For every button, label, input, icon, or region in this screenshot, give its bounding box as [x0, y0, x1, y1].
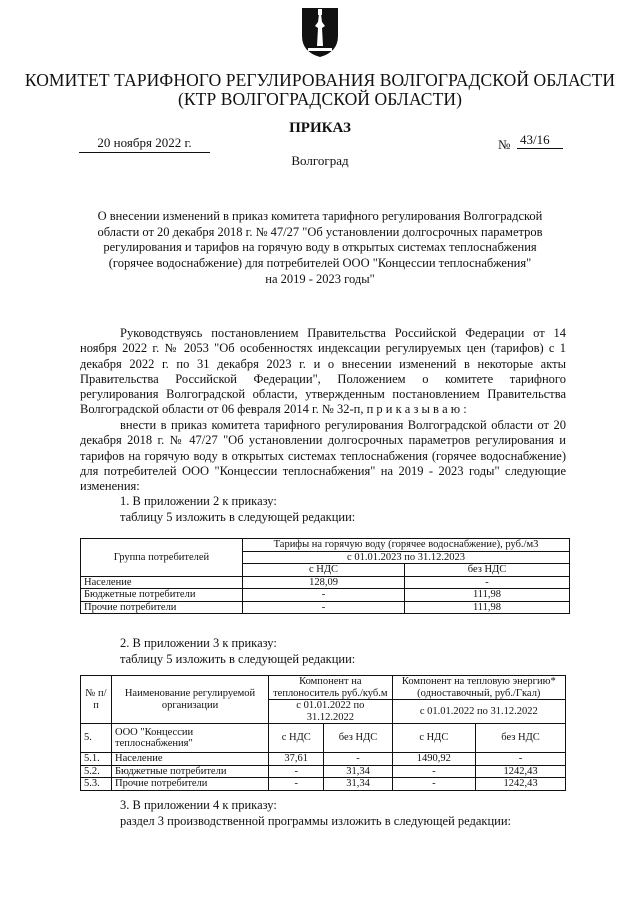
subject-line: (горячее водоснабжение) для потребителей ООО "Концессии теплоснабжения" [108, 256, 532, 271]
table-row [81, 778, 566, 791]
subject-line: регулирования и тарифов на горячую воду в открытых системах теплоснабжения [103, 240, 537, 255]
t2-row-d: - [476, 753, 566, 766]
t1-row-name: Бюджетные потребители [81, 589, 243, 602]
t2-header-comp2: Компонент на тепловую энергию* (одноставочный, руб./Гкал) [392, 676, 565, 700]
body-paragraph-2: внести в приказ комитета тарифного регулирования Волгоградской области от 20 декабря 2018 г. № 47/27 "Об установлении долгосрочных параметров регулирования и тарифов на горячую воду в открытых системах теплоснабжения (горячее водоснабжение) для потребителей ООО "Концессии теплоснабжения" на 2019 - 2023 годы" следующие изменения: [80, 418, 566, 494]
order-word: п р и к а з ы в а ю : [366, 402, 467, 417]
table-row [81, 601, 570, 614]
t2-row-num: 5.3. [81, 778, 112, 791]
t2-row-num: 5.2. [81, 765, 112, 778]
item-1: 1. В приложении 2 к приказу: [120, 494, 277, 508]
t1-row-novat: 111,98 [405, 601, 570, 614]
doc-type: ПРИКАЗ [289, 120, 351, 136]
org-name: КОМИТЕТ ТАРИФНОГО РЕГУЛИРОВАНИЯ ВОЛГОГРАДСКОЙ ОБЛАСТИ [24, 70, 616, 90]
t2-row-c: - [392, 778, 475, 791]
table-row [81, 765, 566, 778]
t2-row-b: 31,34 [324, 778, 392, 791]
doc-date: 20 ноября 2022 г. [79, 135, 210, 153]
doc-subject [80, 209, 560, 288]
t1-row-novat: 111,98 [405, 589, 570, 602]
t2-row-num: 5.1. [81, 753, 112, 766]
item-1-sub: таблицу 5 изложить в следующей редакции: [120, 510, 356, 524]
t2-row-name: ООО "Концессии теплоснабжения" [112, 724, 269, 753]
subject-line: О внесении изменений в приказ комитета тарифного регулирования Волгоградской [97, 209, 543, 223]
t2-header-num: № п/п [81, 676, 112, 724]
t2-row-b: без НДС [324, 724, 392, 753]
t2-row-num: 5. [81, 724, 112, 753]
item-2-sub: таблицу 5 изложить в следующей редакции: [120, 652, 356, 666]
table-row [81, 589, 570, 602]
t2-row-c: 1490,92 [392, 753, 475, 766]
t2-row-a: - [269, 765, 324, 778]
t1-header-tariff: Тарифы на горячую воду (горячее водоснабжение), руб./м3 [243, 539, 570, 552]
t2-period-1: с 01.01.2022 по 31.12.2022 [269, 700, 393, 724]
t1-header-vat: с НДС [243, 564, 405, 577]
table-row [81, 753, 566, 766]
body-paragraph-1 [80, 326, 566, 418]
t1-row-name: Население [81, 576, 243, 589]
t2-row-c: с НДС [392, 724, 475, 753]
table-row [81, 724, 566, 753]
tariff-table-2 [80, 675, 566, 791]
doc-city: Волгоград [291, 153, 349, 168]
t2-row-name: Прочие потребители [112, 778, 269, 791]
para1-text: Руководствуясь постановлением Правительства Российской Федерации от 14 ноября 2022 г. № 2053 "Об особенностях индексации регулируемых цен (тарифов) с 1 декабря 2022 г. по 31 декабря 2023 г. и о внесении изменений в некоторые акты Правительства Российской Федерации", Положением о комитете тарифного регулирования Волгоградской области, утвержденным постановлением Правительства Волгоградской области от 06 февраля 2014 г. № 32-п, [80, 326, 566, 417]
subject-line: области от 20 декабря 2018 г. № 47/27 "Об установлении долгосрочных параметров [97, 224, 543, 239]
t1-row-vat: 128,09 [243, 576, 405, 589]
t1-header-group: Группа потребителей [81, 539, 243, 577]
subject-line: на 2019 - 2023 годы" [265, 271, 375, 286]
table-row [81, 576, 570, 589]
t2-header-comp1: Компонент на теплоноситель руб./куб.м [269, 676, 393, 700]
t2-row-c: - [392, 765, 475, 778]
tariff-table-1 [80, 538, 570, 614]
t1-row-novat: - [405, 576, 570, 589]
t2-row-d: 1242,43 [476, 765, 566, 778]
t2-row-a: с НДС [269, 724, 324, 753]
t2-row-d: 1242,43 [476, 778, 566, 791]
coat-of-arms-emblem [300, 6, 340, 58]
t1-row-vat: - [243, 589, 405, 602]
t2-row-b: 31,34 [324, 765, 392, 778]
t2-row-name: Население [112, 753, 269, 766]
t1-header-novat: без НДС [405, 564, 570, 577]
t2-period-2: с 01.01.2022 по 31.12.2022 [392, 700, 565, 724]
t2-row-a: 37,61 [269, 753, 324, 766]
item-2: 2. В приложении 3 к приказу: [120, 636, 277, 650]
doc-number: 43/16 [517, 132, 563, 149]
t2-row-d: без НДС [476, 724, 566, 753]
org-abbrev: (КТР ВОЛГОГРАДСКОЙ ОБЛАСТИ) [177, 89, 463, 109]
doc-number-label: № [498, 137, 511, 152]
t2-row-b: - [324, 753, 392, 766]
t1-header-period: с 01.01.2023 по 31.12.2023 [243, 551, 570, 564]
item-3-sub: раздел 3 производственной программы изложить в следующей редакции: [120, 814, 512, 828]
item-3: 3. В приложении 4 к приказу: [120, 798, 277, 812]
t1-row-vat: - [243, 601, 405, 614]
t2-row-name: Бюджетные потребители [112, 765, 269, 778]
t1-row-name: Прочие потребители [81, 601, 243, 614]
t2-header-org: Наименование регулируемой организации [112, 676, 269, 724]
t2-row-a: - [269, 778, 324, 791]
